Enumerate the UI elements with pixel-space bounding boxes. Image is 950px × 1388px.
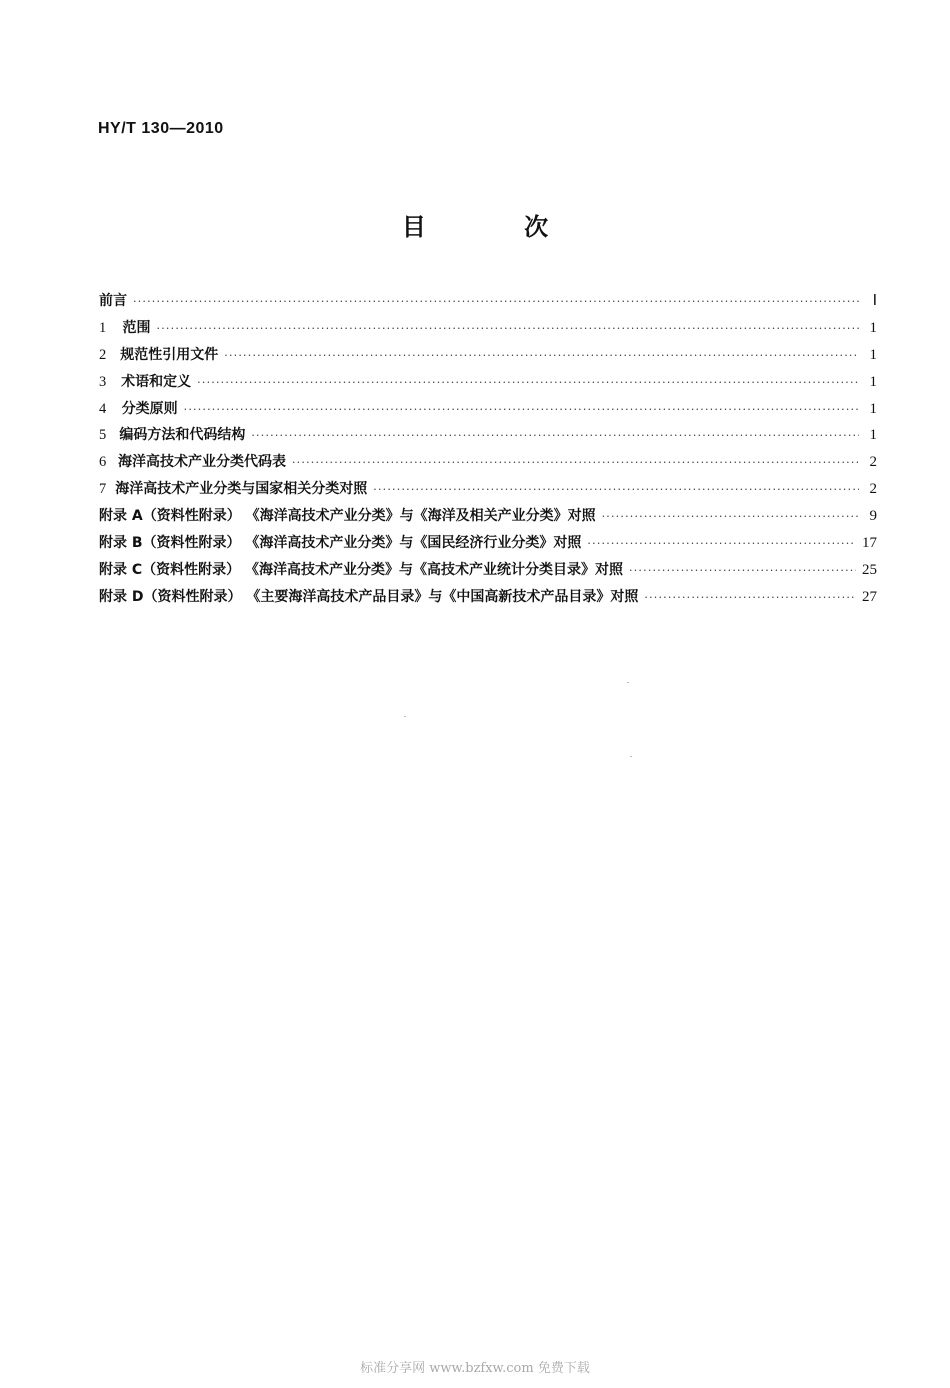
toc-entry-title: 附录 D（资料性附录） 《主要海洋高技术产品目录》与《中国高新技术产品目录》对照 — [99, 588, 639, 605]
toc-dot-leader — [292, 450, 859, 477]
download-watermark: 标准分享网 www.bzfxw.com 免费下载 — [360, 1361, 590, 1376]
toc-entry-page: 25 — [862, 561, 877, 578]
toc-entry-3[interactable] — [99, 369, 877, 396]
toc-entry-page: 1 — [869, 319, 877, 336]
toc-entry-page: 9 — [869, 508, 877, 525]
standard-code: HY/T 130—2010 — [98, 120, 224, 137]
toc-entry-number: 7 — [99, 481, 107, 498]
toc-dot-leader — [629, 558, 856, 585]
toc-dot-leader — [224, 343, 859, 370]
toc-entry-4[interactable] — [99, 396, 877, 423]
toc-entry-2[interactable] — [99, 342, 877, 369]
toc-entry-number: 5 — [99, 427, 107, 444]
toc-entry-title: 规范性引用文件 — [120, 346, 219, 363]
toc-entry-title: 附录 C（资料性附录） 《海洋高技术产业分类》与《高技术产业统计分类目录》对照 — [99, 561, 624, 578]
scan-speck — [630, 756, 632, 757]
toc-entry-title: 范围 — [122, 319, 151, 336]
toc-entry-title: 术语和定义 — [121, 373, 192, 390]
toc-entry-1[interactable] — [99, 315, 877, 342]
toc-entry-number: 3 — [99, 373, 107, 390]
toc-entry-5[interactable] — [99, 422, 877, 449]
scan-speck — [404, 716, 406, 717]
toc-entry-appendix-d[interactable] — [99, 584, 877, 611]
toc-entry-title: 分类原则 — [121, 400, 178, 417]
toc-dot-leader — [587, 531, 856, 558]
toc-dot-leader — [644, 585, 856, 612]
toc-entry-page: 2 — [869, 454, 877, 471]
toc-dot-leader — [133, 289, 859, 316]
toc-entry-title: 海洋高技术产业分类与国家相关分类对照 — [115, 481, 368, 498]
page-title: 目 次 — [401, 213, 594, 241]
toc-entry-title: 编码方法和代码结构 — [119, 427, 246, 444]
toc-dot-leader — [602, 504, 859, 531]
toc-entry-title: 前言 — [99, 293, 127, 309]
toc-dot-leader — [251, 423, 859, 450]
toc-entry-title: 海洋高技术产业分类代码表 — [117, 454, 286, 471]
toc-entry-page: 1 — [869, 373, 877, 390]
toc-dot-leader — [197, 370, 859, 397]
toc-entry-6[interactable] — [99, 449, 877, 476]
toc-entry-page: 27 — [862, 588, 877, 605]
toc-entry-number: 4 — [99, 400, 107, 417]
toc-entry-7[interactable] — [99, 476, 877, 503]
toc-dot-leader — [184, 397, 859, 424]
toc-entry-appendix-a[interactable] — [99, 503, 877, 530]
toc-entry-appendix-b[interactable] — [99, 530, 877, 557]
toc-entry-number: 1 — [99, 319, 107, 336]
toc-entry-page: 1 — [869, 427, 877, 444]
toc-entry-page: 2 — [869, 481, 877, 498]
toc-entry-foreword[interactable] — [99, 288, 877, 315]
toc-entry-page: 1 — [869, 346, 877, 363]
scan-speck — [627, 682, 629, 683]
toc-entry-page: 17 — [862, 535, 877, 552]
toc-entry-title: 附录 A（资料性附录） 《海洋高技术产业分类》与《海洋及相关产业分类》对照 — [99, 508, 596, 525]
toc-dot-leader — [373, 477, 859, 504]
toc-entry-page: 1 — [869, 400, 877, 417]
toc-entry-number: 6 — [99, 454, 107, 471]
toc-dot-leader — [157, 316, 859, 343]
table-of-contents — [99, 288, 877, 611]
toc-entry-page: Ⅰ — [872, 293, 877, 309]
toc-entry-title: 附录 B（资料性附录） 《海洋高技术产业分类》与《国民经济行业分类》对照 — [99, 535, 582, 552]
toc-entry-appendix-c[interactable] — [99, 557, 877, 584]
toc-entry-number: 2 — [99, 346, 107, 363]
